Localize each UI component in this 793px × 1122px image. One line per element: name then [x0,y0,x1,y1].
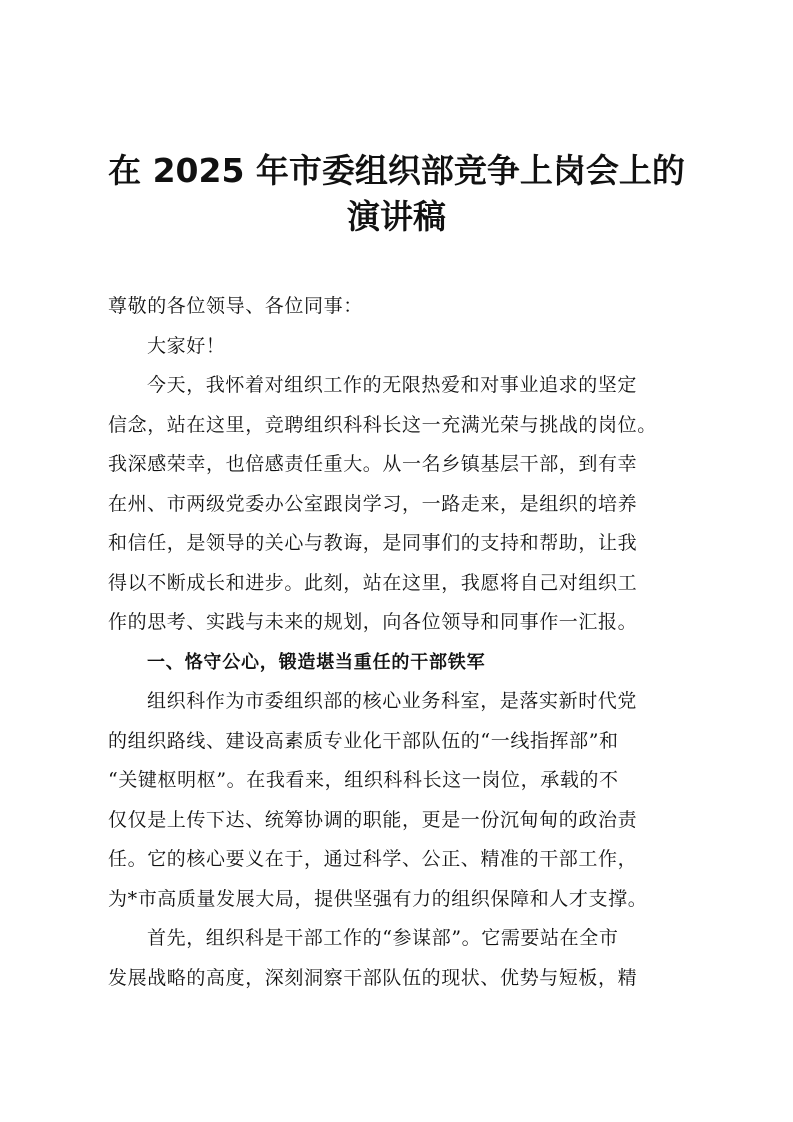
salutation: 尊敬的各位领导、各位同事： [108,295,363,317]
document-body [108,287,688,998]
title-line-1: 在 2025 年市委组织部竞争上岗会上的 [108,151,685,190]
paragraph-3-line: 首先，组织科是干部工作的“参谋部”。它需要站在全市 [147,927,619,949]
paragraph-1-line: 我深感荣幸，也倍感责任重大。从一名乡镇基层干部，到有幸 [108,453,638,475]
title-line-2: 演讲稿 [347,197,446,236]
paragraph-3-line: 发展战略的高度，深刻洞察干部队伍的现状、优势与短板，精 [108,966,638,989]
paragraph-2-line: 组织科作为市委组织部的核心业务科室，是落实新时代党 [147,690,638,712]
paragraph-1-line: 作的思考、实践与未来的规划，向各位领导和同事作一汇报。 [108,611,638,633]
paragraph-2-line: “关键枢明枢”。在我看来，组织科科长这一岗位，承载的不 [108,769,619,791]
paragraph-1-line: 今天，我怀着对组织工作的无限热爱和对事业追求的坚定 [147,374,638,396]
paragraph-1-line: 得以不断成长和进步。此刻，站在这里，我愿将自己对组织工 [108,571,638,594]
paragraph-1-line: 和信任，是领导的关心与教诲，是同事们的支持和帮助，让我 [108,532,638,554]
greeting: 大家好！ [147,334,226,357]
document-title [100,148,693,240]
paragraph-1-line: 在州、市两级党委办公室跟岗学习，一路走来，是组织的培养 [108,492,638,515]
paragraph-2-line: 的组织路线、建设高素质专业化干部队伍的“一线指挥部”和 [108,729,619,752]
paragraph-2-line: 为*市高质量发展大局，提供坚强有力的组织保障和人才支撑。 [108,887,648,910]
section-heading: 一、恪守公心，锻造堪当重任的干部铁军 [147,651,486,673]
paragraph-1-line: 信念，站在这里，竞聘组织科科长这一充满光荣与挑战的岗位。 [108,413,657,436]
paragraph-2-line: 任。它的核心要义在于，通过科学、公正、精准的干部工作， [108,848,638,870]
paragraph-2-line: 仅仅是上传下达、统筹协调的职能，更是一份沉甸甸的政治责 [108,808,638,831]
